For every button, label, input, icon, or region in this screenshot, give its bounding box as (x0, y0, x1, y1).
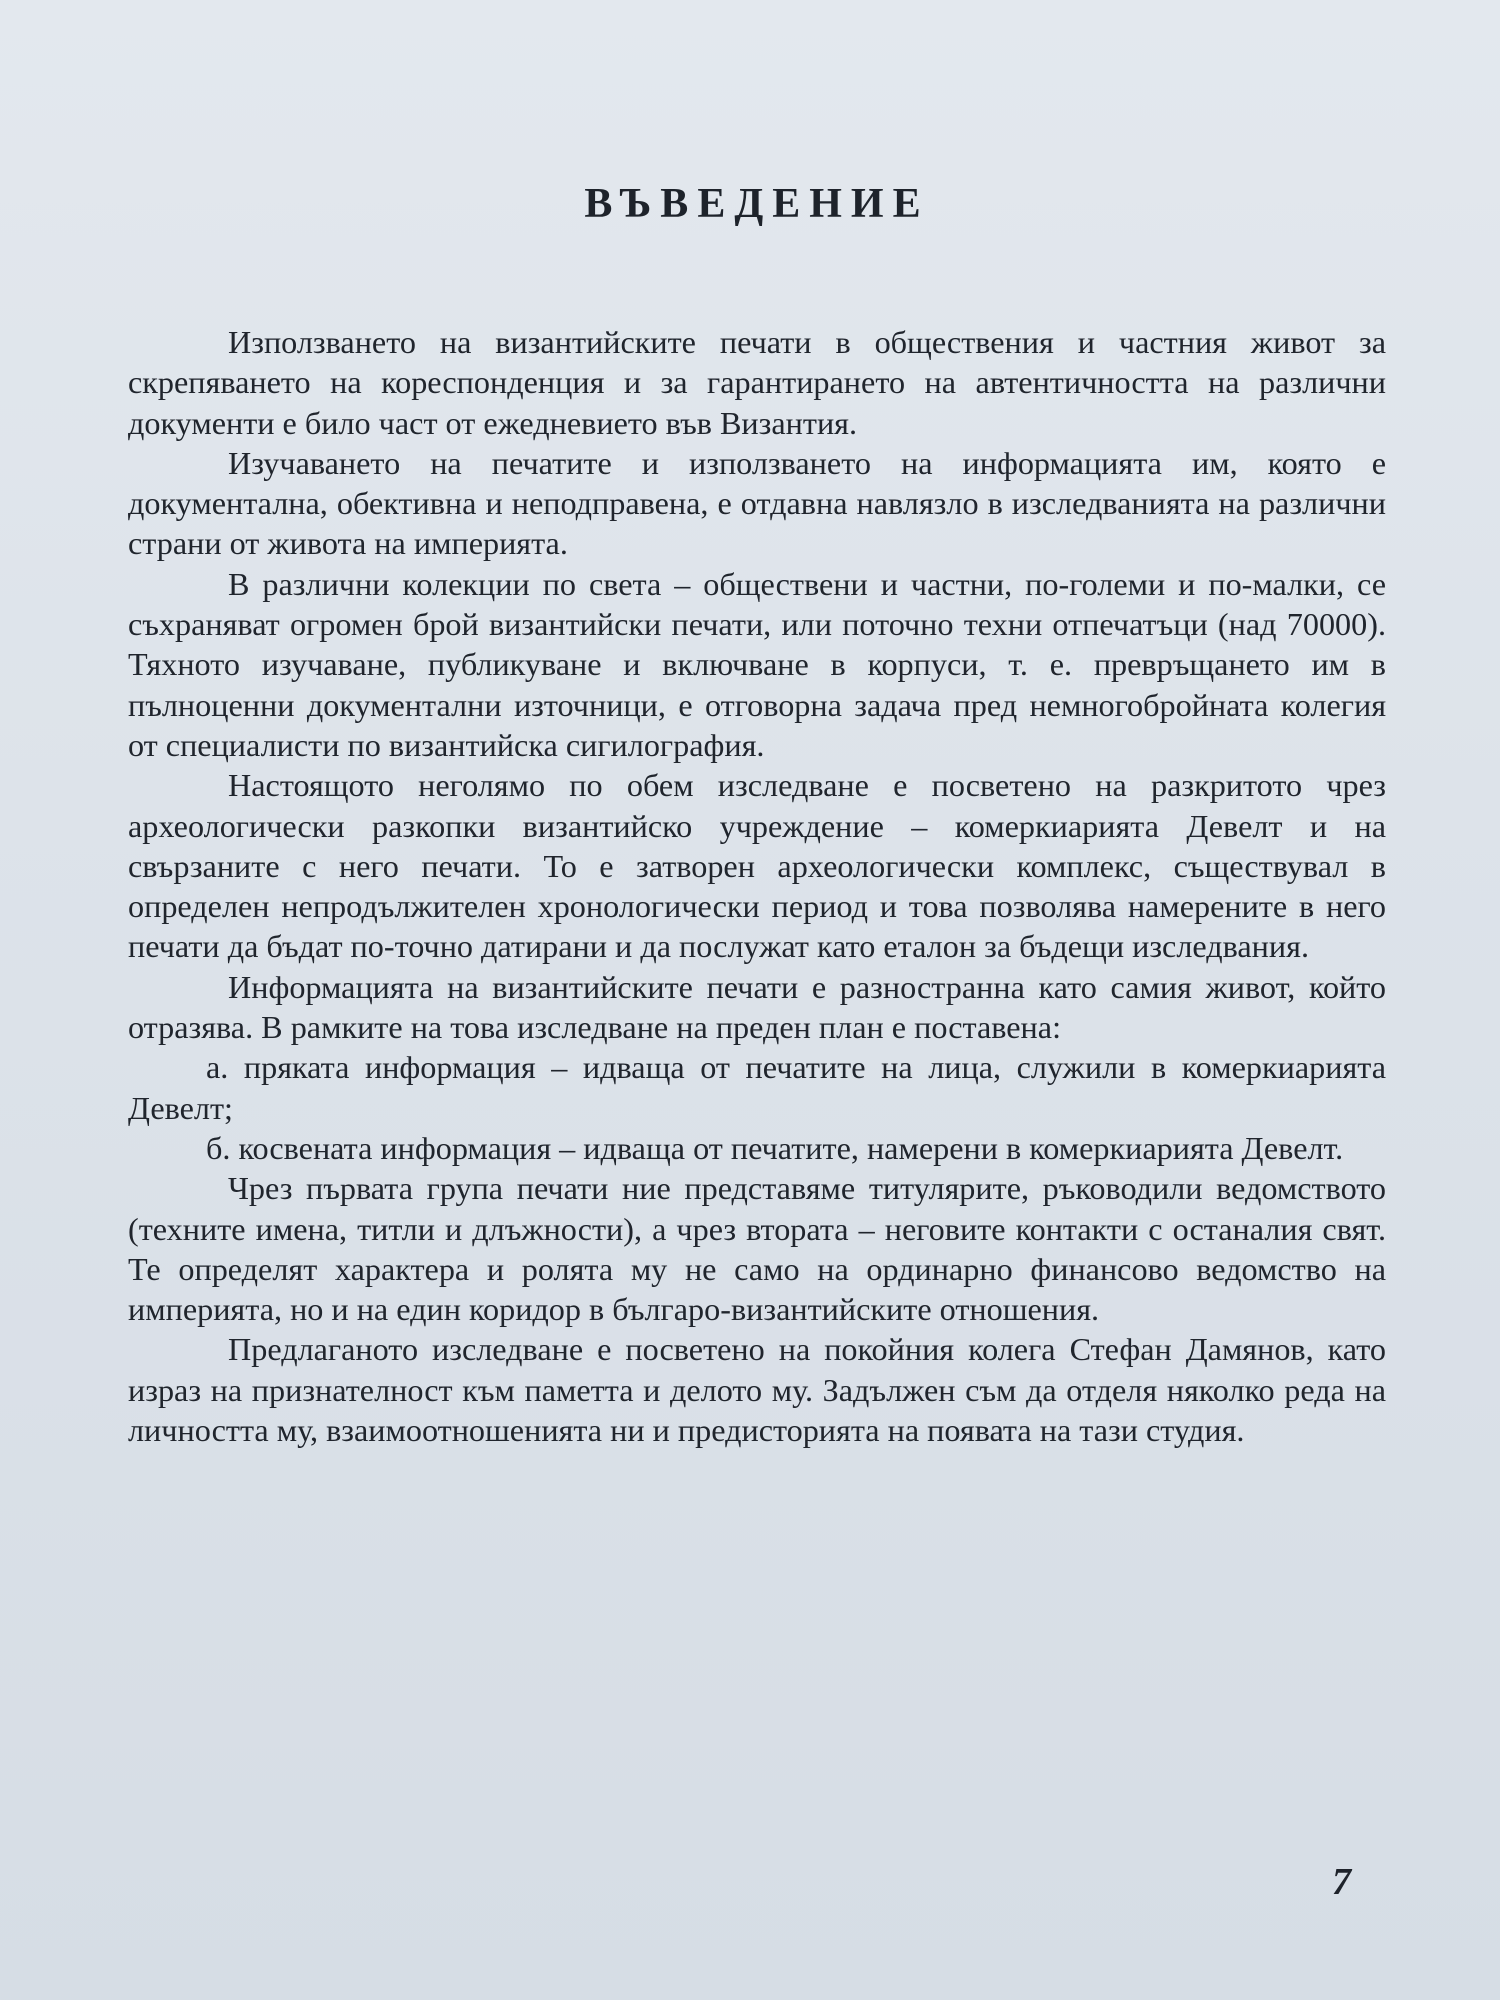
body-text (128, 322, 1386, 1450)
list-item-a: а. пряката информация – идваща от печатите на лица, служили в комеркиарията Девелт; (128, 1049, 1386, 1126)
paragraph: Изучаването на печатите и използването на информацията им, която е документална, обективна и неподправена, е отдавна навлязло в изследванията на различни страни от живота на империята. (128, 444, 1386, 562)
paragraph: Информацията на византийските печати е разностранна като самия живот, който отразява. В рамките на това изследване на преден план е поставена: (128, 968, 1386, 1046)
paragraph: Настоящото неголямо по обем изследване е посветено на разкритото чрез археологически разкопки византийско учреждение – комеркиарията Девелт и на свързаните с него печати. То е затворен археологически комплекс, съществувал в определен непродължителен хронологически период и това позволява намерените в него печати да бъдат по-точно датирани и да послужат като еталон за бъдещи изследвания. (128, 767, 1386, 965)
paragraph: Чрез първата група печати ние представяме титулярите, ръководили ведомството (техните имена, титли и длъжности), а чрез втората – неговите контакти с останалия свят. Те определят характера и ролята му не само на ординарно финансово ведомство на империята, но и на един коридор в българо-византийските отношения. (128, 1170, 1386, 1328)
paragraph: Използването на византийските печати в обществения и частния живот за скрепяването на кореспонденция и за гарантирането на автентичността на различни документи е било част от ежедневието във Византия. (128, 324, 1386, 441)
page-number: 7 (1332, 1861, 1351, 1903)
list-item-b: б. косвената информация – идваща от печатите, намерени в комеркиарията Девелт. (206, 1129, 1344, 1166)
paragraph: Предлаганото изследване е посветено на покойния колега Стефан Дамянов, като израз на признателност към паметта и делото му. Задължен съм да отделя няколко реда на личността му, взаимоотношенията ни и предисторията на появата на тази студия. (128, 1331, 1386, 1449)
chapter-title: ВЪВЕДЕНИЕ (584, 181, 930, 227)
paragraph: В различни колекции по света – обществени и частни, по-големи и по-малки, се съхраняват огромен брой византийски печати, или поточно техни отпечатъци (над 70000). Тяхното изучаване, публикуване и включване в корпуси, т. е. превръщането им в пълноценни документални източници, е отговорна задача пред немногобройната колегия от специалисти по византийска сигилография. (128, 565, 1386, 763)
